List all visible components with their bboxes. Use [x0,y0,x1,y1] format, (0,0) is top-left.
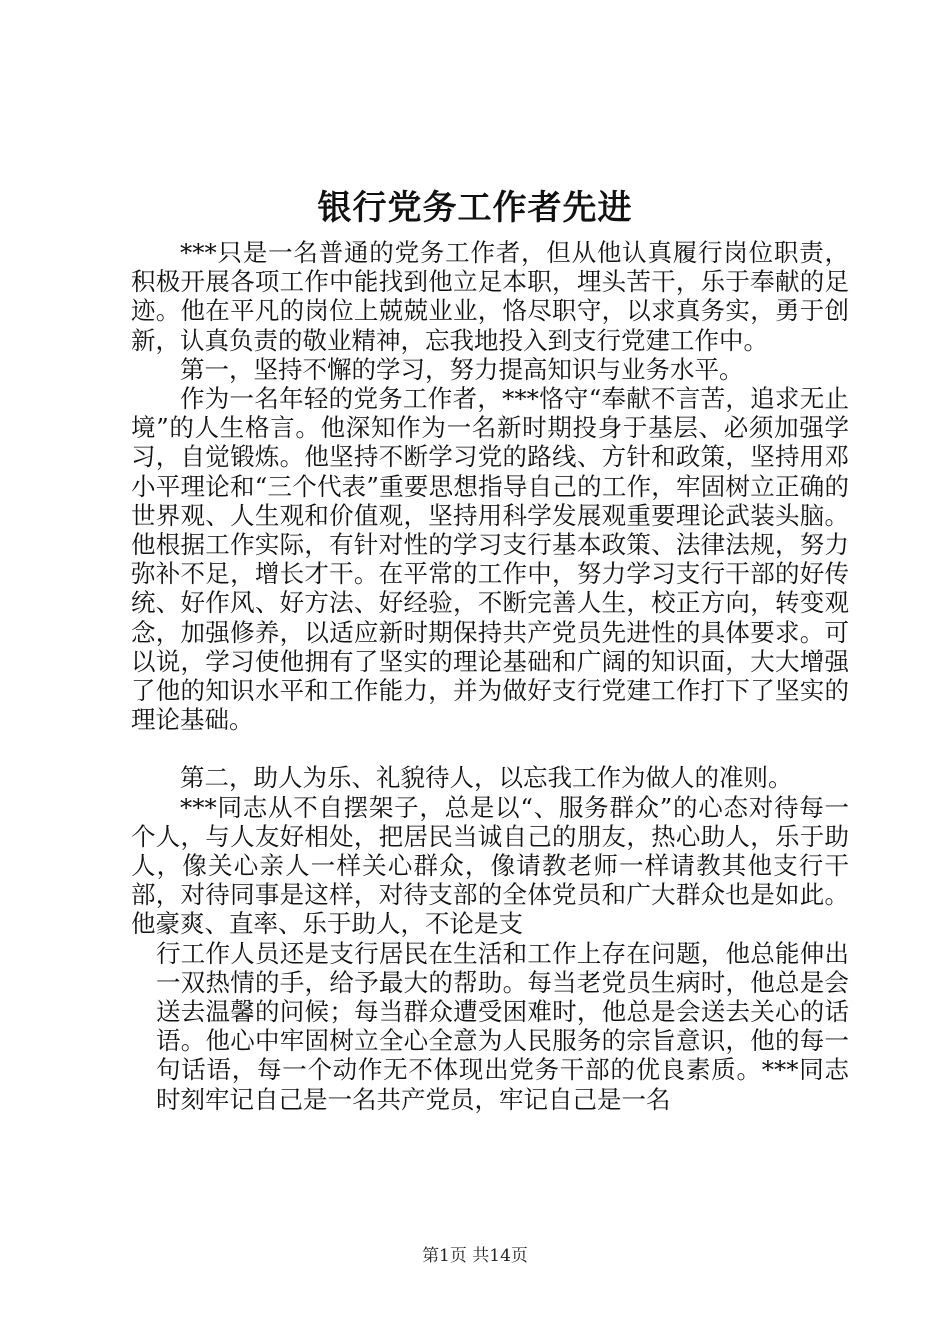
document-body [131,238,849,1114]
document-title: 银行党务工作者先进 [317,188,633,228]
paragraph-gap [131,734,849,763]
paragraph-helping-continued: 行工作人员还是支行居民在生活和工作上存在问题，他总能伸出一双热情的手，给予最大的帮助。每当老党员生病时，他总是会送去温馨的问候；每当群众遭受困难时，他总是会送去关心的话语。他心中牢固树立全心全意为人民服务的宗旨意识，他的每一句话语，每一个动作无不体现出党务干部的优良素质。***同志时刻牢记自己是一名共产党员，牢记自己是一名 [156,938,849,1114]
page-number-footer: 第1页 共14页 [422,1246,528,1266]
paragraph-helping: ***同志从不自摆架子，总是以“、服务群众”的心态对待每一个人，与人友好相处，把居民当诚自己的朋友，热心助人，乐于助人，像关心亲人一样关心群众，像请教老师一样请教其他支行干部，对待同事是这样，对待支部的全体党员和广大群众也是如此。他豪爽、直率、乐于助人，不论是支 [131,792,849,939]
paragraph-heading-second: 第二，助人为乐、礼貌待人，以忘我工作为做人的准则。 [180,763,793,793]
paragraph-intro: ***只是一名普通的党务工作者，但从他认真履行岗位职责，积极开展各项工作中能找到他立足本职，埋头苦干，乐于奉献的足迹。他在平凡的岗位上兢兢业业，恪尽职守，以求真务实，勇于创新，认真负责的敬业精神，忘我地投入到支行党建工作中。 [131,238,849,355]
paragraph-learning: 作为一名年轻的党务工作者，***恪守“奉献不言苦，追求无止境”的人生格言。他深知作为一名新时期投身于基层、必须加强学习，自觉锻炼。他坚持不断学习党的路线、方针和政策，坚持用邓小平理论和“三个代表”重要思想指导自己的工作，牢固树立正确的世界观、人生观和价值观，坚持用科学发展观重要理论武装头脑。他根据工作实际，有针对性的学习支行基本政策、法律法规，努力弥补不足，增长才干。在平常的工作中，努力学习支行干部的好传统、好作风、好方法、好经验，不断完善人生，校正方向，转变观念，加强修养，以适应新时期保持共产党员先进性的具体要求。可以说，学习使他拥有了坚实的理论基础和广阔的知识面，大大增强了他的知识水平和工作能力，并为做好支行党建工作打下了坚实的理论基础。 [131,384,849,735]
paragraph-heading-first: 第一，坚持不懈的学习，努力提高知识与业务水平。 [180,354,744,384]
